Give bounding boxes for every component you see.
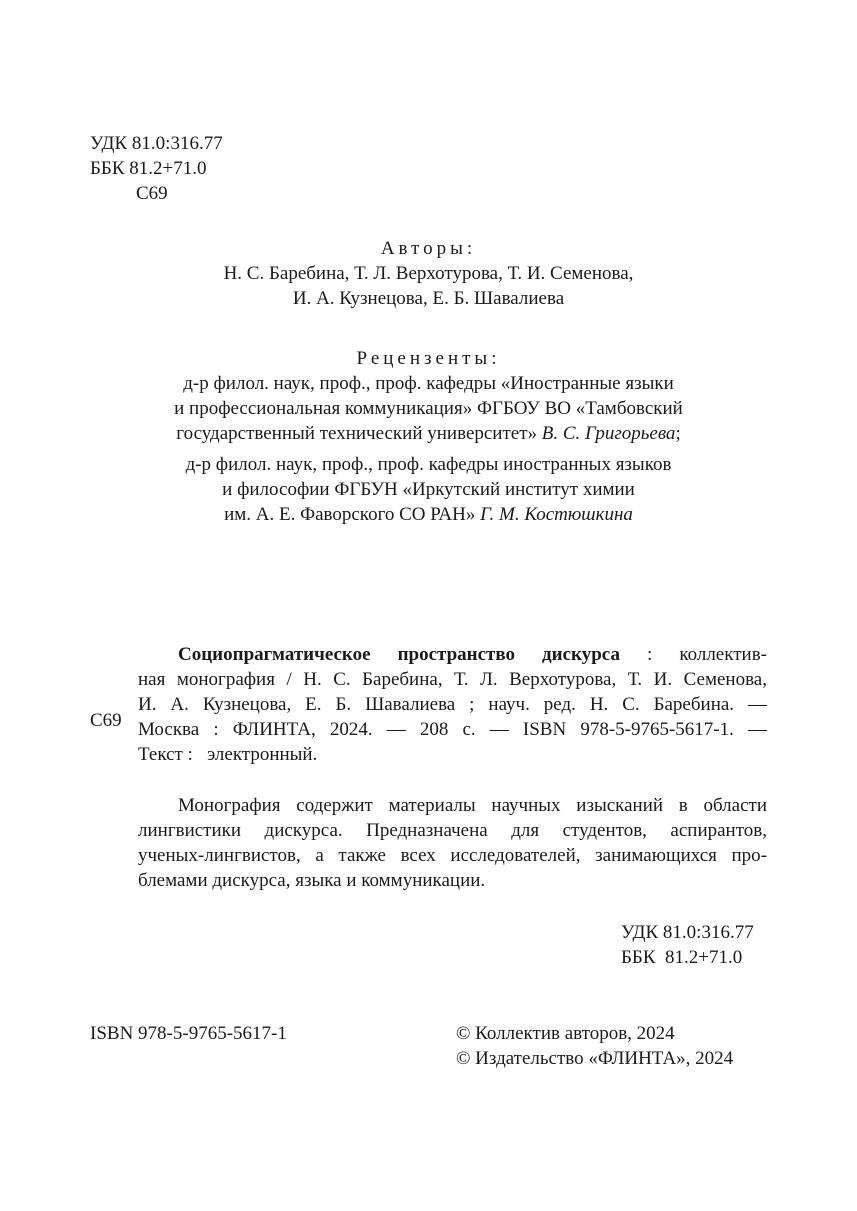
reviewer-2-name: Г. М. Костюшкина	[480, 504, 633, 525]
copyright-block	[456, 1021, 786, 1071]
annotation-line: Монография содержит материалы научных изысканий в области	[178, 795, 767, 816]
reviewer-1-name: В. С. Григорьева	[541, 423, 676, 444]
isbn: ISBN 978-5-9765-5617-1	[90, 1023, 287, 1044]
reviewer-1-line-last	[90, 421, 767, 446]
authors-line: Н. С. Баребина, Т. Л. Верхотурова, Т. И. Семенова,	[223, 263, 634, 284]
reviewers-block	[90, 346, 767, 527]
bib-line-last: Текст : электронный.	[138, 744, 318, 765]
book-title: Социопрагматическое пространство дискурса	[178, 644, 620, 665]
bottom-bbk-code: ББК 81.2+71.0	[621, 947, 743, 968]
bib-line: И. А. Кузнецова, Е. Б. Шавалиева ; науч. ред. Н. С. Баребина. —	[138, 694, 767, 715]
copyright-publisher: © Издательство «ФЛИНТА», 2024	[456, 1048, 734, 1069]
annotation-line-last: блемами дискурса, языка и коммуникации.	[138, 870, 486, 891]
annotation	[138, 793, 767, 893]
authors-heading: Авторы:	[380, 238, 477, 259]
reviewer-2-affiliation: им. А. Е. Фаворского СО РАН»	[224, 504, 476, 525]
bib-line: Москва : ФЛИНТА, 2024. — 208 с. — ISBN 978-5-9765-5617-1. —	[138, 719, 767, 740]
reviewers-heading: Рецензенты:	[356, 348, 501, 369]
classification-block	[90, 131, 290, 206]
bib-first-line	[138, 642, 767, 667]
authors-line: И. А. Кузнецова, Е. Б. Шавалиева	[292, 288, 565, 309]
authors-block	[90, 236, 767, 311]
bbk-code: ББК 81.2+71.0	[90, 158, 207, 179]
reviewer-1-line: и профессиональная коммуникация» ФГБОУ ВО «Тамбовский	[174, 398, 683, 419]
bibliographic-record	[138, 642, 767, 767]
copyright-authors: © Коллектив авторов, 2024	[456, 1023, 675, 1044]
reviewer-1-end: ;	[675, 423, 681, 444]
reviewer-2-line: и философии ФГБУН «Иркутский институт химии	[222, 479, 635, 500]
bottom-classification	[621, 920, 821, 970]
udk-code: УДК 81.0:316.77	[90, 133, 223, 154]
reviewer-2-line-last	[90, 502, 767, 527]
bib-line: ная монография / Н. С. Баребина, Т. Л. Верхотурова, Т. И. Семенова,	[138, 669, 767, 690]
bottom-udk-code: УДК 81.0:316.77	[621, 922, 754, 943]
bib-first-line-rest: : коллектив-	[619, 644, 767, 665]
reviewer-1-affiliation: государственный технический университет»	[176, 423, 538, 444]
annotation-line: лингвистики дискурса. Предназначена для студентов, аспирантов,	[138, 820, 767, 841]
author-mark: С69	[136, 183, 168, 204]
annotation-line: ученых-лингвистов, а также всех исследователей, занимающихся про-	[138, 845, 767, 866]
reviewer-1-line: д-р филол. наук, проф., проф. кафедры «Иностранные языки	[183, 373, 674, 394]
reviewer-2-line: д-р филол. наук, проф., проф. кафедры иностранных языков	[185, 454, 672, 475]
bib-author-mark: С69	[90, 710, 122, 731]
